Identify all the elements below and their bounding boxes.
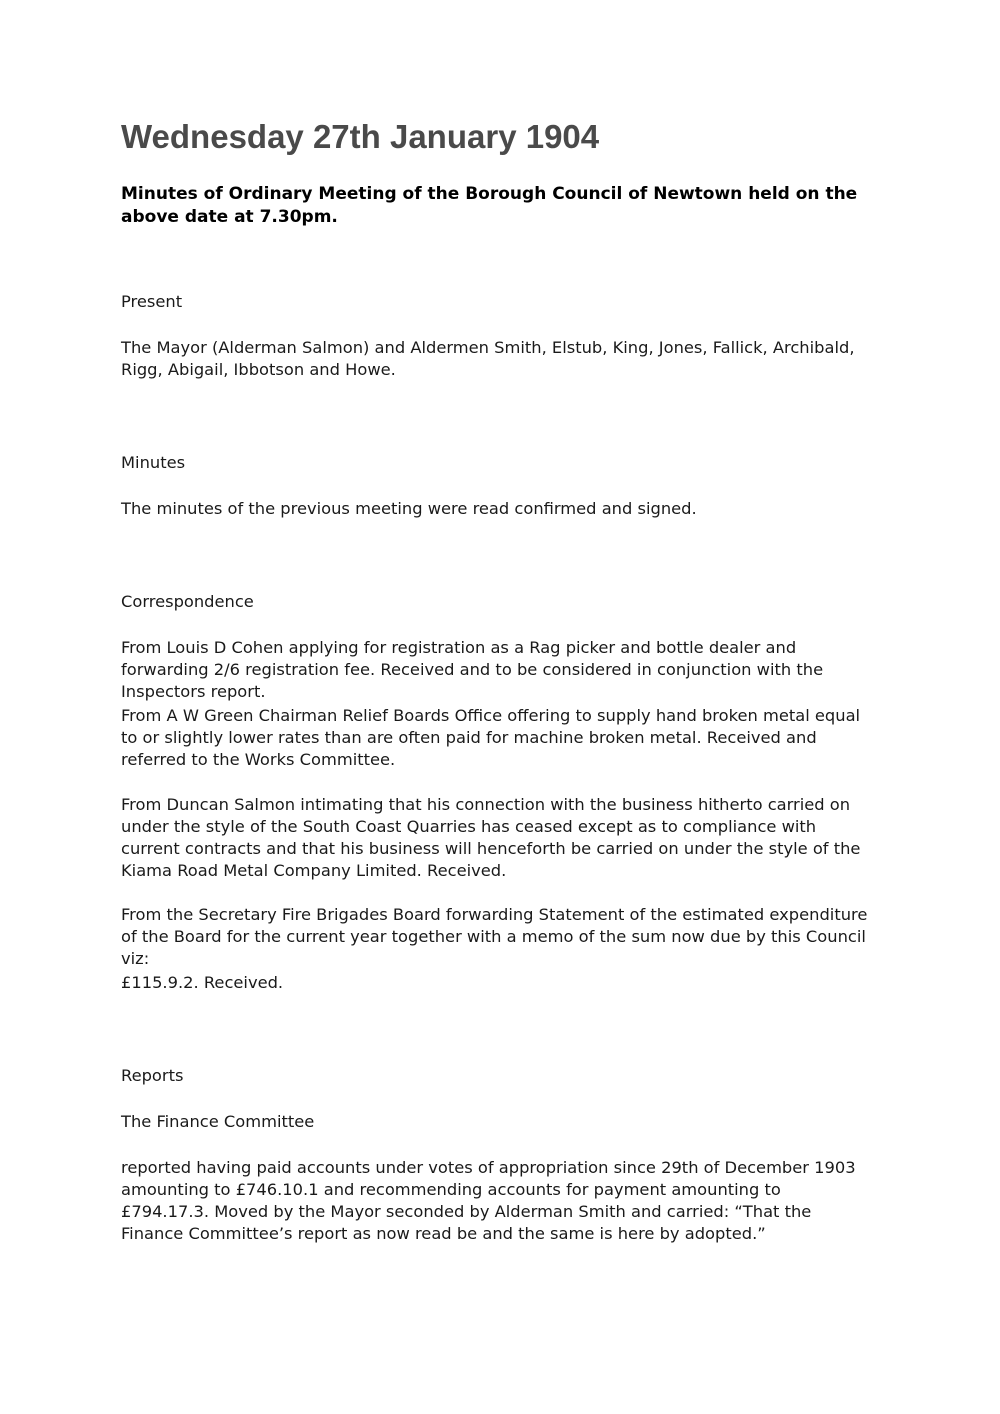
meeting-subtitle: Minutes of Ordinary Meeting of the Borough Council of Newtown held on the above date at 7.30pm. xyxy=(121,184,858,227)
page-title: Wednesday 27th January 1904 xyxy=(121,118,600,155)
finance-committee-heading: The Finance Committee xyxy=(121,1112,315,1131)
correspondence-heading: Correspondence xyxy=(121,592,254,611)
minutes-heading: Minutes xyxy=(121,453,186,472)
minutes-text: The minutes of the previous meeting were read confirmed and signed. xyxy=(121,499,697,518)
correspondence-item: From Louis D Cohen applying for registration as a Rag picker and bottle dealer and forwarding 2/6 registration fee. Received and to be considered in conjunction with the Inspectors report. xyxy=(121,638,824,701)
correspondence-item: From Duncan Salmon intimating that his connection with the business hitherto carried on under the style of the South Coast Quarries has ceased except as to compliance with current contracts and that his business will henceforth be carried on under the style of the Kiama Road Metal Company Limited. Received. xyxy=(121,795,861,880)
finance-committee-text: reported having paid accounts under votes of appropriation since 29th of December 1903 amounting to £746.10.1 and recommending accounts for payment amounting to £794.17.3. Moved by the Mayor seconded by Alderman Smith and carried: “That the Finance Committee’s report as now read be and the same is here by adopted.” xyxy=(121,1158,856,1243)
correspondence-item: From the Secretary Fire Brigades Board forwarding Statement of the estimated expenditure of the Board for the current year together with a memo of the sum now due by this Council viz: xyxy=(121,905,868,968)
correspondence-item: £115.9.2. Received. xyxy=(121,973,284,992)
present-text: The Mayor (Alderman Salmon) and Aldermen Smith, Elstub, King, Jones, Fallick, Archibald, Rigg, Abigail, Ibbotson and Howe. xyxy=(121,338,855,379)
present-heading: Present xyxy=(121,292,183,311)
reports-heading: Reports xyxy=(121,1066,184,1085)
correspondence-item: From A W Green Chairman Relief Boards Office offering to supply hand broken metal equal to or slightly lower rates than are often paid for machine broken metal. Received and referred to the Works Committee. xyxy=(121,706,861,769)
